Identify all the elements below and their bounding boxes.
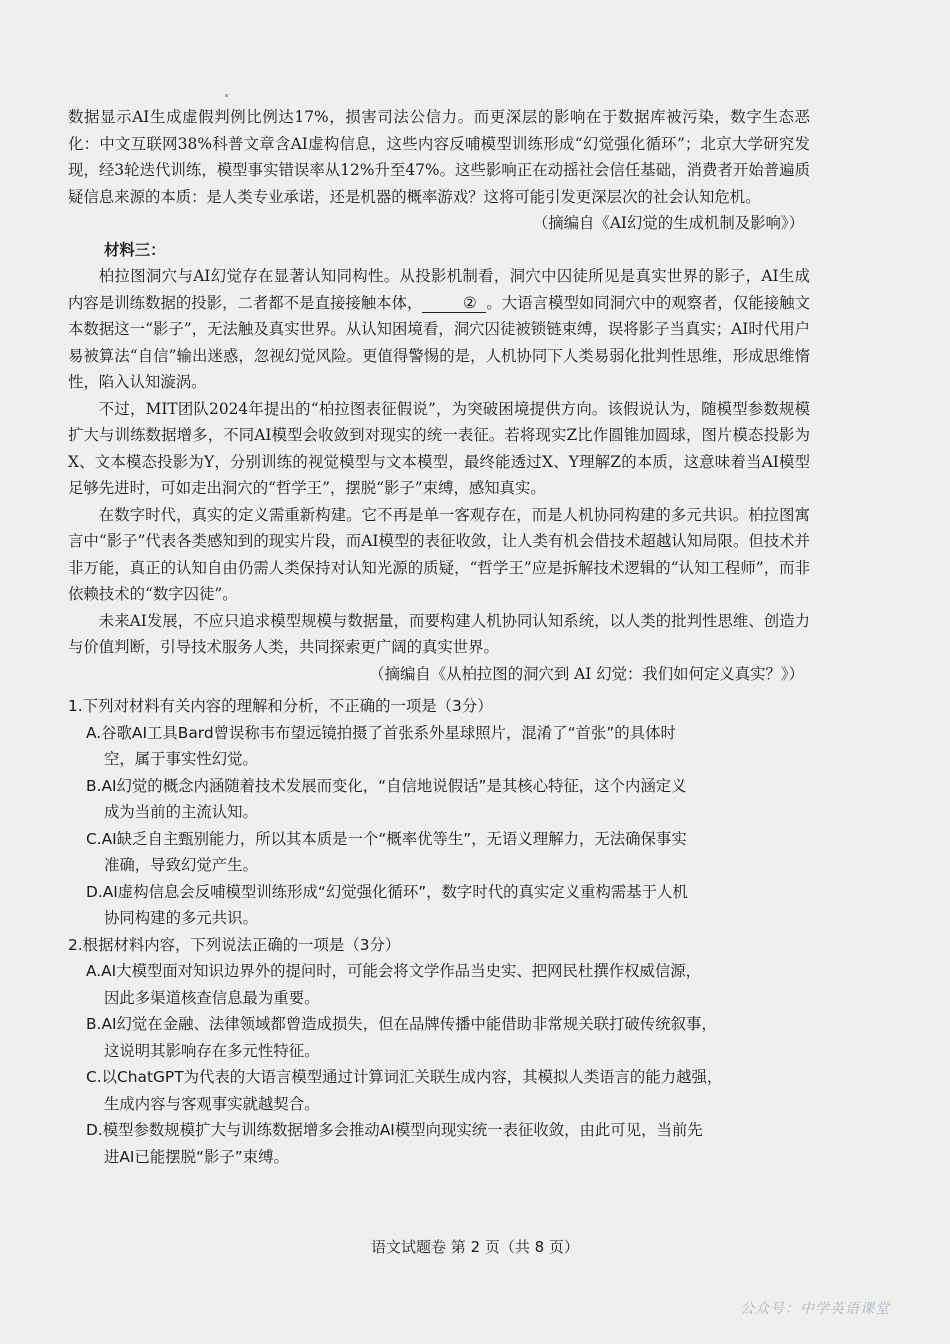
question-1 <box>68 693 810 932</box>
option-b-cont: 这说明其影响存在多元性特征。 <box>104 1041 320 1060</box>
source-citation-3: （摘编自《从柏拉图的洞穴到 AI 幻觉：我们如何定义真实？》） <box>369 664 804 683</box>
fill-blank-2: ② <box>422 294 486 313</box>
option-c: C.以ChatGPT为代表的大语言模型通过计算词汇关联生成内容，其模拟人类语言的能力越强， <box>86 1068 723 1086</box>
option-c: C.AI缺乏自主甄别能力，所以其本质是一个“概率优等生”，无语义理解力，无法确保事实 <box>86 829 687 848</box>
option-c-cont: 生成内容与客观事实就越契合。 <box>104 1094 320 1113</box>
question-stem: 1.下列对材料有关内容的理解和分析，不正确的一项是（3分） <box>68 697 493 715</box>
page-content <box>68 104 810 1170</box>
option-c-cont: 准确，导致幻觉产生。 <box>104 856 258 874</box>
page-footer: 语文试题卷 第 2 页（共 8 页） <box>371 1238 579 1256</box>
material-three-paragraph-1 <box>68 263 810 396</box>
paragraph-text: 柏拉图洞穴与AI幻觉存在显著认知同构性。从投影机制看，洞穴中囚徒所见是真实世界的影子，AI生成内容是训练数据的投影，二者都不是直接接触本体， <box>68 267 810 312</box>
paragraph-text: 。大语言模型如同洞穴中的观察者，仅能接触文本数据这一“影子”，无法触及真实世界。从认知困境看，洞穴囚徒被锁链束缚，误将影子当真实；AI时代用户易被算法“自信”输出迷惑，忽视幻觉风险。更值得警惕的是，人机协同下人类易弱化批判性思维，形成思维惰性，陷入认知漩涡。 <box>68 293 810 391</box>
option-b: B.AI幻觉在金融、法律领域都曾造成损失，但在品牌传播中能借助非常规关联打破传统叙事， <box>86 1015 717 1033</box>
scan-speck <box>225 94 228 97</box>
option-a-cont: 空，属于事实性幻觉。 <box>104 750 258 768</box>
material-three-paragraph-3: 在数字时代，真实的定义需重新构建。它不再是单一客观存在，而是人机协同构建的多元共识。柏拉图寓言中“影子”代表各类感知到的现实片段，而AI模型的表征收敛，让人类有机会借技术超越认知局限。但技术并非万能，真正的认知自由仍需人类保持对认知光源的质疑，“哲学王”应是拆解技术逻辑的“认知工程师”，而非依赖技术的“数字囚徒”。 <box>68 505 810 603</box>
option-d-cont: 进AI已能摆脱“影子”束缚。 <box>104 1147 289 1166</box>
watermark-text: 公众号：中学英语课堂 <box>740 1301 890 1317</box>
option-b: B.AI幻觉的概念内涵随着技术发展而变化，“自信地说假话”是其核心特征，这个内涵定义 <box>86 776 687 795</box>
material-two-paragraph: 数据显示AI生成虚假判例比例达17%，损害司法公信力。而更深层的影响在于数据库被污染，数字生态恶化：中文互联网38%科普文章含AI虚构信息，这些内容反哺模型训练形成“幻觉强化循环”；北京大学研究发现，经3轮迭代训练，模型事实错误率从12%升至47%。这些影响正在动摇社会信任基础，消费者开始普遍质疑信息来源的本质：是人类专业承诺，还是机器的概率游戏？这将可能引发更深层次的社会认知危机。 <box>68 108 810 206</box>
material-three-heading: 材料三： <box>104 240 166 259</box>
question-stem: 2.根据材料内容，下列说法正确的一项是（3分） <box>68 935 401 954</box>
option-a-cont: 因此多渠道核查信息最为重要。 <box>104 988 320 1007</box>
material-three-paragraph-4: 未来AI发展，不应只追求模型规模与数据量，而要构建人机协同认知系统，以人类的批判性思维、创造力与价值判断，引导技术服务人类，共同探索更广阔的真实世界。 <box>68 611 810 656</box>
question-2 <box>68 932 810 1171</box>
option-d: D.AI虚构信息会反哺模型训练形成“幻觉强化循环”，数字时代的真实定义重构需基于人机 <box>86 882 688 901</box>
option-d: D.模型参数规模扩大与训练数据增多会推动AI模型向现实统一表征收敛，由此可见，当前先 <box>86 1121 703 1139</box>
option-b-cont: 成为当前的主流认知。 <box>104 803 258 821</box>
source-citation-2: （摘编自《AI幻觉的生成机制及影响》） <box>532 214 804 232</box>
option-a: A.谷歌AI工具Bard曾误称韦布望远镜拍摄了首张系外星球照片，混淆了“首张”的具体时 <box>86 723 676 742</box>
material-three-paragraph-2: 不过，MIT团队2024年提出的“柏拉图表征假说”，为突破困境提供方向。该假说认为，随模型参数规模扩大与训练数据增多，不同AI模型会收敛到对现实的统一表征。若将现实Z比作圆锥加圆球，图片模态投影为X、文本模态投影为Y，分别训练的视觉模型与文本模型，最终能透过X、Y理解Z的本质，这意味着当AI模型足够先进时，可如走出洞穴的“哲学王”，摆脱“影子”束缚，感知真实。 <box>68 399 810 497</box>
option-d-cont: 协同构建的多元共识。 <box>104 909 258 927</box>
option-a: A.AI大模型面对知识边界外的提问时，可能会将文学作品当史实、把网民杜撰作权威信源， <box>86 962 702 980</box>
